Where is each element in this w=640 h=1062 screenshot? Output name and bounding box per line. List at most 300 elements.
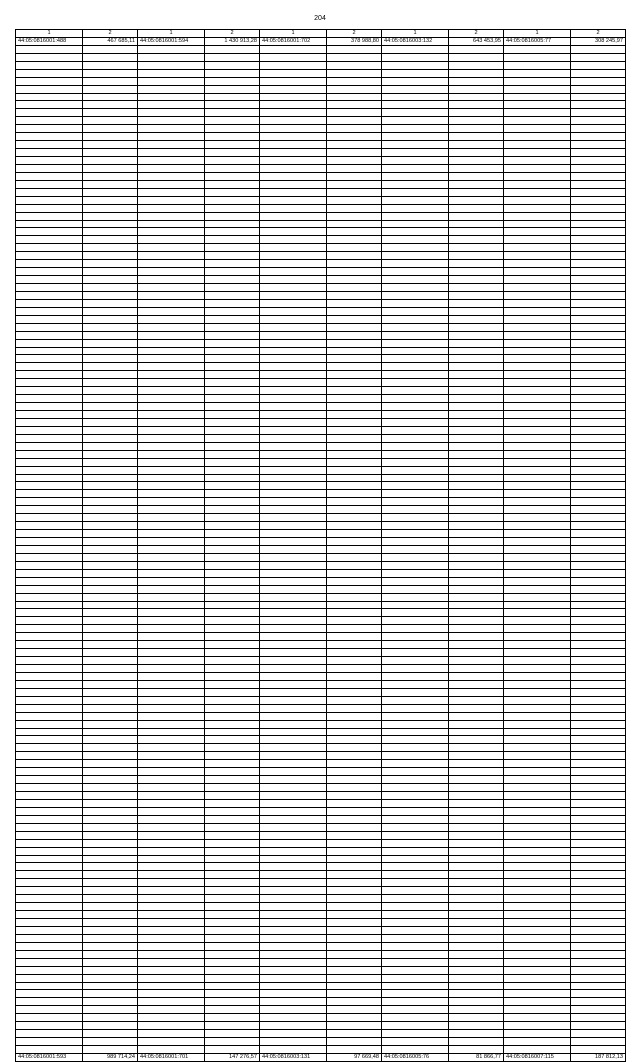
cadastral-number-cell: 44:05:0816005:77	[504, 37, 571, 45]
cadastral-number-cell	[16, 942, 83, 950]
cadastral-number-cell	[260, 942, 327, 950]
cadastral-number-cell	[138, 688, 205, 696]
cadastral-value-cell	[449, 164, 504, 172]
cadastral-number-cell	[260, 149, 327, 157]
cadastral-value-cell	[327, 141, 382, 149]
table-body	[16, 37, 626, 1061]
cadastral-value-cell	[449, 688, 504, 696]
cadastral-value-cell	[83, 379, 138, 387]
table-row	[16, 784, 626, 792]
cadastral-value-cell	[83, 545, 138, 553]
cadastral-value-cell	[205, 657, 260, 665]
cadastral-number-cell	[260, 490, 327, 498]
cadastral-value-cell	[571, 1046, 626, 1054]
cadastral-number-cell	[138, 133, 205, 141]
cadastral-value-cell	[327, 117, 382, 125]
cadastral-value-cell	[449, 355, 504, 363]
cadastral-value-cell	[83, 133, 138, 141]
cadastral-number-cell	[504, 792, 571, 800]
cadastral-value-cell	[205, 585, 260, 593]
cadastral-value-cell	[83, 831, 138, 839]
cadastral-value-cell	[327, 911, 382, 919]
table-row	[16, 1022, 626, 1030]
cadastral-value-cell	[205, 45, 260, 53]
cadastral-number-cell	[504, 768, 571, 776]
cadastral-value-cell	[83, 117, 138, 125]
table-row	[16, 1030, 626, 1038]
table-row	[16, 617, 626, 625]
table-row	[16, 379, 626, 387]
cadastral-value-cell	[327, 315, 382, 323]
cadastral-value-cell	[449, 863, 504, 871]
cadastral-value-cell	[327, 879, 382, 887]
cadastral-number-cell	[382, 696, 449, 704]
cadastral-number-cell	[504, 982, 571, 990]
cadastral-value-cell	[205, 847, 260, 855]
column-header: 2	[571, 30, 626, 38]
cadastral-number-cell	[260, 1006, 327, 1014]
cadastral-number-cell	[138, 625, 205, 633]
table-row	[16, 268, 626, 276]
cadastral-number-cell	[16, 450, 83, 458]
cadastral-number-cell	[382, 252, 449, 260]
cadastral-number-cell	[504, 276, 571, 284]
cadastral-number-cell	[138, 1046, 205, 1054]
cadastral-value-cell	[571, 712, 626, 720]
table-row	[16, 315, 626, 323]
cadastral-number-cell	[138, 482, 205, 490]
cadastral-number-cell	[138, 395, 205, 403]
cadastral-number-cell	[504, 196, 571, 204]
cadastral-value-cell	[205, 633, 260, 641]
cadastral-number-cell	[382, 641, 449, 649]
cadastral-value-cell	[327, 831, 382, 839]
cadastral-number-cell	[382, 522, 449, 530]
cadastral-number-cell	[504, 585, 571, 593]
cadastral-value-cell	[83, 879, 138, 887]
cadastral-value-cell	[571, 577, 626, 585]
table-row	[16, 553, 626, 561]
cadastral-value-cell	[449, 1006, 504, 1014]
cadastral-value-cell	[449, 395, 504, 403]
cadastral-value-cell	[327, 823, 382, 831]
cadastral-number-cell	[138, 545, 205, 553]
cadastral-value-cell	[83, 1030, 138, 1038]
cadastral-value-cell	[327, 157, 382, 165]
cadastral-value-cell	[449, 641, 504, 649]
cadastral-number-cell	[260, 450, 327, 458]
cadastral-value-cell	[83, 514, 138, 522]
cadastral-value-cell	[205, 784, 260, 792]
cadastral-number-cell	[260, 347, 327, 355]
cadastral-number-cell	[504, 307, 571, 315]
cadastral-value-cell	[327, 403, 382, 411]
cadastral-number-cell	[138, 141, 205, 149]
cadastral-number-cell	[16, 403, 83, 411]
cadastral-value-cell	[327, 434, 382, 442]
cadastral-number-cell: 44:05:0816001:593	[16, 1053, 83, 1061]
cadastral-value-cell	[571, 792, 626, 800]
cadastral-number-cell	[16, 696, 83, 704]
cadastral-number-cell	[260, 950, 327, 958]
cadastral-number-cell	[382, 93, 449, 101]
cadastral-value-cell	[571, 601, 626, 609]
cadastral-number-cell	[260, 164, 327, 172]
cadastral-value-cell	[449, 180, 504, 188]
cadastral-value-cell	[83, 323, 138, 331]
table-row	[16, 347, 626, 355]
cadastral-value-cell	[83, 895, 138, 903]
cadastral-number-cell	[260, 720, 327, 728]
cadastral-number-cell	[504, 418, 571, 426]
cadastral-value-cell	[205, 418, 260, 426]
cadastral-number-cell	[260, 601, 327, 609]
cadastral-number-cell	[138, 379, 205, 387]
cadastral-number-cell	[382, 299, 449, 307]
cadastral-number-cell	[138, 220, 205, 228]
cadastral-value-cell	[327, 942, 382, 950]
cadastral-value-cell	[571, 847, 626, 855]
cadastral-number-cell	[16, 792, 83, 800]
cadastral-number-cell	[504, 744, 571, 752]
cadastral-number-cell	[504, 720, 571, 728]
cadastral-value-cell: 378 988,80	[327, 37, 382, 45]
cadastral-number-cell	[260, 85, 327, 93]
cadastral-number-cell	[260, 45, 327, 53]
cadastral-value-cell	[571, 688, 626, 696]
cadastral-value-cell	[205, 260, 260, 268]
cadastral-value-cell	[327, 371, 382, 379]
cadastral-value-cell	[571, 379, 626, 387]
cadastral-value-cell	[205, 101, 260, 109]
cadastral-value-cell	[571, 53, 626, 61]
cadastral-value-cell	[449, 577, 504, 585]
table-row	[16, 950, 626, 958]
table-row	[16, 85, 626, 93]
cadastral-value-cell	[571, 125, 626, 133]
cadastral-number-cell	[260, 180, 327, 188]
cadastral-value-cell	[449, 815, 504, 823]
cadastral-number-cell	[382, 601, 449, 609]
cadastral-number-cell	[16, 760, 83, 768]
cadastral-value-cell	[327, 133, 382, 141]
table-row	[16, 934, 626, 942]
cadastral-number-cell	[16, 1022, 83, 1030]
cadastral-value-cell	[571, 926, 626, 934]
cadastral-number-cell	[260, 339, 327, 347]
cadastral-value-cell	[83, 633, 138, 641]
cadastral-number-cell	[382, 1014, 449, 1022]
cadastral-number-cell	[504, 704, 571, 712]
cadastral-value-cell	[327, 196, 382, 204]
cadastral-number-cell	[382, 982, 449, 990]
cadastral-number-cell	[504, 117, 571, 125]
cadastral-value-cell	[205, 942, 260, 950]
cadastral-number-cell	[16, 299, 83, 307]
cadastral-value-cell	[83, 466, 138, 474]
cadastral-number-cell: 44:05:0816003:132	[382, 37, 449, 45]
cadastral-number-cell	[504, 69, 571, 77]
cadastral-number-cell	[138, 776, 205, 784]
cadastral-number-cell	[16, 1030, 83, 1038]
cadastral-value-cell	[327, 355, 382, 363]
cadastral-value-cell	[571, 506, 626, 514]
table-row	[16, 252, 626, 260]
cadastral-number-cell	[382, 188, 449, 196]
cadastral-number-cell	[138, 553, 205, 561]
cadastral-number-cell	[16, 855, 83, 863]
column-header: 2	[327, 30, 382, 38]
cadastral-value-cell	[327, 85, 382, 93]
cadastral-number-cell	[16, 585, 83, 593]
cadastral-value-cell	[205, 172, 260, 180]
cadastral-number-cell	[138, 403, 205, 411]
cadastral-number-cell	[382, 220, 449, 228]
cadastral-number-cell	[16, 712, 83, 720]
cadastral-value-cell	[449, 752, 504, 760]
cadastral-value-cell	[327, 347, 382, 355]
cadastral-number-cell	[16, 911, 83, 919]
cadastral-value-cell	[205, 879, 260, 887]
cadastral-value-cell	[83, 974, 138, 982]
cadastral-number-cell	[260, 315, 327, 323]
cadastral-value-cell	[83, 911, 138, 919]
table-row	[16, 926, 626, 934]
cadastral-number-cell	[260, 911, 327, 919]
cadastral-value-cell	[571, 911, 626, 919]
cadastral-number-cell	[260, 466, 327, 474]
table-row	[16, 633, 626, 641]
cadastral-number-cell	[260, 220, 327, 228]
cadastral-value-cell	[205, 371, 260, 379]
cadastral-number-cell	[504, 315, 571, 323]
cadastral-number-cell	[382, 69, 449, 77]
cadastral-number-cell	[138, 617, 205, 625]
cadastral-number-cell	[16, 379, 83, 387]
cadastral-value-cell	[205, 291, 260, 299]
cadastral-number-cell	[260, 855, 327, 863]
cadastral-number-cell	[138, 458, 205, 466]
cadastral-value-cell	[83, 1014, 138, 1022]
cadastral-value-cell	[571, 784, 626, 792]
cadastral-value-cell	[83, 482, 138, 490]
cadastral-number-cell	[16, 633, 83, 641]
cadastral-number-cell	[138, 426, 205, 434]
cadastral-number-cell	[138, 252, 205, 260]
cadastral-number-cell	[260, 704, 327, 712]
cadastral-value-cell	[205, 196, 260, 204]
cadastral-value-cell	[327, 577, 382, 585]
cadastral-value-cell	[571, 355, 626, 363]
table-row	[16, 133, 626, 141]
cadastral-value-cell	[205, 919, 260, 927]
cadastral-value-cell	[83, 506, 138, 514]
cadastral-value-cell	[205, 672, 260, 680]
cadastral-number-cell	[382, 879, 449, 887]
cadastral-number-cell	[16, 347, 83, 355]
cadastral-value-cell	[327, 784, 382, 792]
cadastral-number-cell	[138, 188, 205, 196]
table-row	[16, 1014, 626, 1022]
cadastral-value-cell	[205, 490, 260, 498]
cadastral-value-cell	[205, 1046, 260, 1054]
cadastral-number-cell	[138, 490, 205, 498]
cadastral-number-cell	[504, 141, 571, 149]
cadastral-number-cell	[16, 657, 83, 665]
table-row	[16, 93, 626, 101]
cadastral-number-cell	[16, 268, 83, 276]
cadastral-number-cell	[138, 807, 205, 815]
cadastral-value-cell	[327, 792, 382, 800]
cadastral-number-cell	[16, 831, 83, 839]
cadastral-number-cell	[260, 395, 327, 403]
cadastral-number-cell	[504, 799, 571, 807]
cadastral-number-cell	[260, 363, 327, 371]
cadastral-number-cell	[260, 442, 327, 450]
cadastral-value-cell	[205, 641, 260, 649]
cadastral-value-cell: 97 669,48	[327, 1053, 382, 1061]
cadastral-number-cell	[260, 815, 327, 823]
cadastral-number-cell	[382, 164, 449, 172]
cadastral-number-cell	[260, 498, 327, 506]
cadastral-number-cell	[16, 982, 83, 990]
cadastral-number-cell	[382, 315, 449, 323]
cadastral-value-cell	[205, 69, 260, 77]
cadastral-number-cell	[382, 649, 449, 657]
table-row	[16, 974, 626, 982]
table-row	[16, 450, 626, 458]
cadastral-value-cell	[83, 1022, 138, 1030]
cadastral-value-cell	[449, 736, 504, 744]
cadastral-value-cell	[83, 434, 138, 442]
cadastral-number-cell	[382, 196, 449, 204]
cadastral-number-cell	[260, 657, 327, 665]
cadastral-value-cell	[449, 553, 504, 561]
cadastral-number-cell	[138, 982, 205, 990]
cadastral-number-cell	[504, 617, 571, 625]
cadastral-number-cell	[260, 236, 327, 244]
cadastral-value-cell	[449, 466, 504, 474]
cadastral-number-cell	[260, 188, 327, 196]
cadastral-number-cell	[504, 545, 571, 553]
cadastral-number-cell	[382, 1046, 449, 1054]
cadastral-number-cell	[16, 1014, 83, 1022]
cadastral-number-cell	[260, 649, 327, 657]
cadastral-number-cell	[16, 680, 83, 688]
cadastral-number-cell	[16, 85, 83, 93]
cadastral-value-cell	[83, 839, 138, 847]
cadastral-number-cell	[16, 895, 83, 903]
cadastral-number-cell	[504, 863, 571, 871]
table-row	[16, 792, 626, 800]
cadastral-number-cell	[260, 760, 327, 768]
cadastral-value-cell	[205, 577, 260, 585]
cadastral-number-cell	[16, 291, 83, 299]
cadastral-value-cell	[449, 228, 504, 236]
cadastral-number-cell: 44:05:0816001:702	[260, 37, 327, 45]
cadastral-number-cell	[260, 522, 327, 530]
cadastral-number-cell	[16, 164, 83, 172]
cadastral-number-cell	[138, 1038, 205, 1046]
cadastral-value-cell	[571, 1038, 626, 1046]
cadastral-number-cell	[260, 792, 327, 800]
cadastral-number-cell: 44:05:0816001:594	[138, 37, 205, 45]
cadastral-number-cell	[138, 720, 205, 728]
cadastral-value-cell	[449, 569, 504, 577]
cadastral-number-cell	[504, 736, 571, 744]
cadastral-number-cell	[260, 411, 327, 419]
cadastral-value-cell	[83, 823, 138, 831]
cadastral-value-cell: 1 430 913,28	[205, 37, 260, 45]
cadastral-number-cell	[504, 887, 571, 895]
cadastral-value-cell	[327, 966, 382, 974]
cadastral-number-cell	[504, 299, 571, 307]
cadastral-number-cell	[16, 1038, 83, 1046]
table-row	[16, 720, 626, 728]
cadastral-value-cell	[327, 363, 382, 371]
cadastral-number-cell	[504, 672, 571, 680]
cadastral-value-cell	[83, 649, 138, 657]
cadastral-value-cell	[327, 236, 382, 244]
cadastral-value-cell	[449, 188, 504, 196]
cadastral-value-cell	[205, 442, 260, 450]
table-row	[16, 815, 626, 823]
cadastral-value-cell	[571, 69, 626, 77]
cadastral-number-cell	[382, 895, 449, 903]
cadastral-number-cell	[504, 998, 571, 1006]
cadastral-number-cell	[16, 260, 83, 268]
cadastral-value-cell	[571, 585, 626, 593]
cadastral-number-cell	[138, 244, 205, 252]
cadastral-number-cell	[138, 347, 205, 355]
cadastral-value-cell	[83, 299, 138, 307]
cadastral-value-cell	[571, 323, 626, 331]
cadastral-value-cell	[83, 815, 138, 823]
cadastral-number-cell	[382, 720, 449, 728]
cadastral-number-cell	[382, 395, 449, 403]
cadastral-value-cell	[205, 958, 260, 966]
table-row	[16, 109, 626, 117]
cadastral-number-cell	[260, 577, 327, 585]
cadastral-number-cell	[138, 236, 205, 244]
cadastral-number-cell	[138, 172, 205, 180]
cadastral-value-cell	[327, 268, 382, 276]
cadastral-number-cell	[260, 839, 327, 847]
cadastral-value-cell	[205, 315, 260, 323]
cadastral-value-cell	[83, 768, 138, 776]
cadastral-number-cell	[138, 284, 205, 292]
cadastral-value-cell	[571, 617, 626, 625]
cadastral-number-cell	[504, 125, 571, 133]
cadastral-value-cell	[205, 871, 260, 879]
cadastral-number-cell	[382, 688, 449, 696]
cadastral-value-cell: 147 276,57	[205, 1053, 260, 1061]
cadastral-number-cell	[16, 157, 83, 165]
cadastral-number-cell	[260, 387, 327, 395]
cadastral-value-cell	[571, 164, 626, 172]
cadastral-number-cell	[138, 291, 205, 299]
table-row	[16, 752, 626, 760]
cadastral-number-cell	[138, 911, 205, 919]
cadastral-value-cell	[83, 188, 138, 196]
cadastral-value-cell	[571, 633, 626, 641]
cadastral-number-cell	[382, 792, 449, 800]
cadastral-value-cell	[327, 561, 382, 569]
cadastral-value-cell	[83, 339, 138, 347]
cadastral-number-cell	[16, 244, 83, 252]
cadastral-number-cell	[138, 69, 205, 77]
cadastral-number-cell	[138, 950, 205, 958]
